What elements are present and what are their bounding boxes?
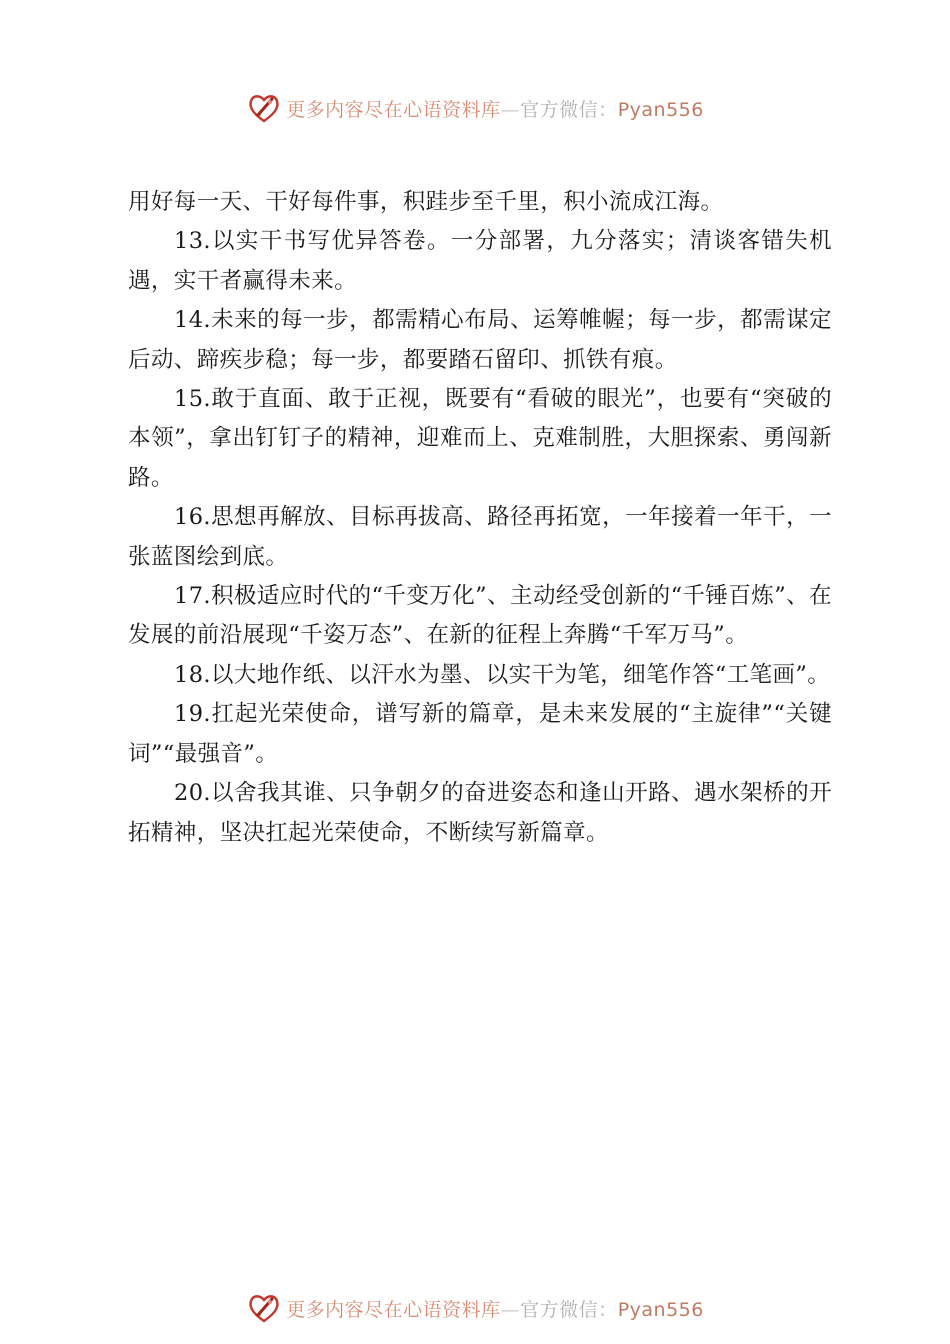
item-text: 扛起光荣使命，谱写新的篇章，是未来发展的“主旋律”“关键词”“最强音”。	[128, 701, 832, 767]
header-wechat-id: Pyan556	[617, 98, 704, 121]
item-number: 16.	[174, 504, 211, 531]
header-separator: —	[500, 98, 521, 121]
item-text: 未来的每一步，都需精心布局、运筹帷幄；每一步，都需谋定后动、蹄疾步稳；每一步，都要踏石留印、抓铁有痕。	[128, 307, 832, 373]
item-number: 19.	[174, 701, 211, 728]
item-number: 17.	[174, 583, 211, 610]
item-text: 以舍我其谁、只争朝夕的奋进姿态和逢山开路、遇水架桥的开拓精神，坚决扛起光荣使命，不断续写新篇章。	[128, 780, 832, 846]
header-label: 官方微信：	[520, 98, 618, 121]
footer-text	[286, 1295, 704, 1322]
header-text	[286, 95, 704, 122]
item-text: 积极适应时代的“千变万化”、主动经受创新的“千锤百炼”、在发展的前沿展现“千姿万态”、在新的征程上奔腾“千军万马”。	[128, 583, 832, 649]
paragraph-text: 用好每一天、干好每件事，积跬步至千里，积小流成江海。	[128, 189, 724, 215]
item-number: 20.	[174, 780, 211, 807]
heart-pen-logo-icon	[246, 90, 282, 126]
page-footer-banner	[0, 1288, 950, 1328]
list-item	[128, 380, 832, 498]
list-item	[128, 695, 832, 774]
footer-wechat-id: Pyan556	[617, 1298, 704, 1321]
list-item	[128, 774, 832, 853]
page-header-banner	[0, 88, 950, 128]
item-text: 以实干书写优异答卷。一分部署，九分落实；清谈客错失机遇，实干者赢得未来。	[128, 228, 832, 294]
list-item	[128, 498, 832, 577]
item-text: 敢于直面、敢于正视，既要有“看破的眼光”，也要有“突破的本领”，拿出钉钉子的精神，迎难而上、克难制胜，大胆探索、勇闯新路。	[128, 386, 832, 491]
footer-separator: —	[500, 1298, 521, 1321]
footer-brand: 更多内容尽在心语资料库	[286, 1298, 501, 1321]
item-number: 13.	[174, 228, 211, 255]
document-body	[128, 183, 832, 853]
footer-label: 官方微信：	[520, 1298, 618, 1321]
item-text: 思想再解放、目标再拔高、路径再拓宽，一年接着一年干，一张蓝图绘到底。	[128, 504, 832, 570]
header-brand: 更多内容尽在心语资料库	[286, 98, 501, 121]
item-text: 以大地作纸、以汗水为墨、以实干为笔，细笔作答“工笔画”。	[210, 661, 831, 688]
item-number: 15.	[174, 386, 211, 413]
heart-pen-logo-icon	[246, 1290, 282, 1326]
item-number: 18.	[174, 661, 211, 688]
paragraph-continued	[128, 183, 832, 222]
list-item	[128, 222, 832, 301]
list-item	[128, 301, 832, 380]
list-item	[128, 656, 832, 695]
list-item	[128, 577, 832, 656]
item-number: 14.	[174, 307, 211, 334]
